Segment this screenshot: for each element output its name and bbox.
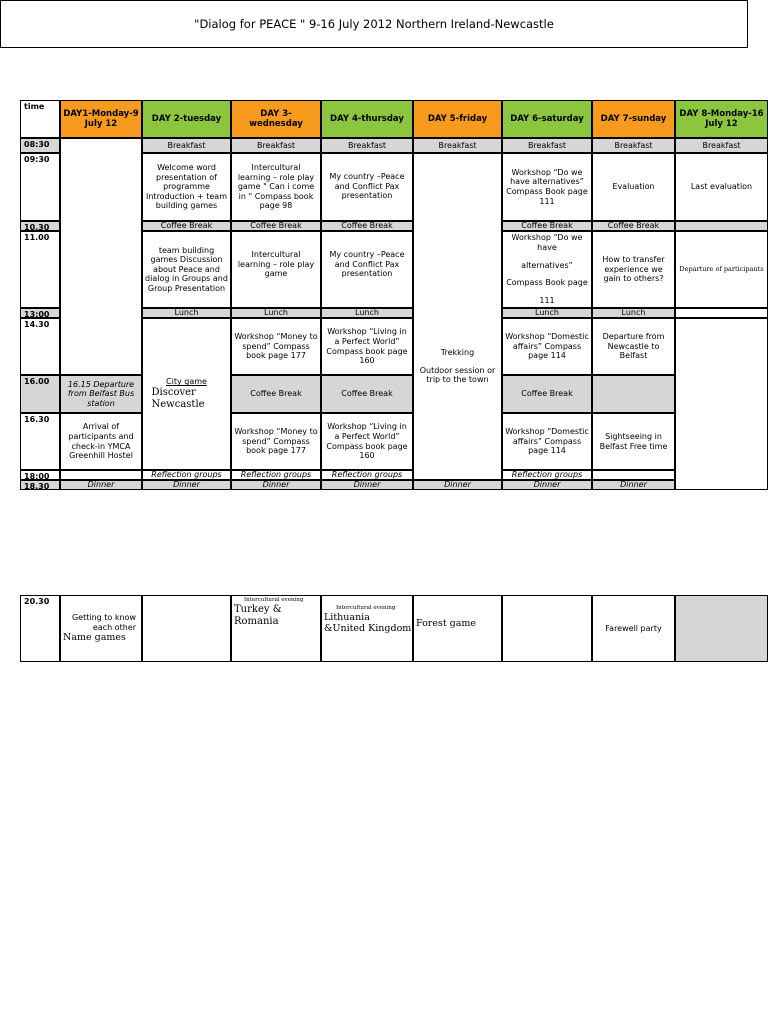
day4-afternoon1: Workshop “Living in a Perfect World” Compass book page 160 bbox=[321, 318, 413, 375]
day3-dinner: Dinner bbox=[231, 480, 321, 490]
day4-breakfast: Breakfast bbox=[321, 138, 413, 153]
header-day8: DAY 8-Monday-16 July 12 bbox=[675, 100, 768, 138]
day5-outdoor: Outdoor session or trip to the town bbox=[419, 365, 496, 385]
time-1630: 16.30 bbox=[20, 413, 60, 470]
day6-late-morning-2: alternatives” bbox=[521, 260, 573, 270]
day2-breakfast: Breakfast bbox=[142, 138, 231, 153]
day5-trekking: Trekking bbox=[440, 348, 475, 358]
day8-departure: Departure of participants bbox=[675, 231, 768, 308]
day4-afternoon2: Workshop “Living in a Perfect World” Compass book page 160 bbox=[321, 413, 413, 470]
day6-dinner: Dinner bbox=[502, 480, 592, 490]
day7-1600-empty bbox=[592, 375, 675, 413]
day6-afternoon2: Workshop “Domestic affairs” Compass page 114 bbox=[502, 413, 592, 470]
day7-lunch: Lunch bbox=[592, 308, 675, 318]
header-day4: DAY 4-thursday bbox=[321, 100, 413, 138]
day2-city-game bbox=[142, 318, 231, 470]
day3-afternoon1: Workshop “Money to spend” Compass book page 177 bbox=[231, 318, 321, 375]
day2-dinner: Dinner bbox=[142, 480, 231, 490]
day6-afternoon1: Workshop “Domestic affairs” Compass page 114 bbox=[502, 318, 592, 375]
time-2030: 20.30 bbox=[20, 595, 60, 662]
header-day1: DAY1-Monday-9 July 12 bbox=[60, 100, 142, 138]
day1-departure: 16.15 Departure from Belfast Bus station bbox=[60, 375, 142, 413]
day5-dinner: Dinner bbox=[413, 480, 502, 490]
day6-lunch: Lunch bbox=[502, 308, 592, 318]
day3-morning: Intercultural learning – role play game " Can i come in " Compass book page 98 bbox=[231, 153, 321, 221]
time-1600: 16.00 bbox=[20, 375, 60, 413]
day6-breakfast: Breakfast bbox=[502, 138, 592, 153]
day7-afternoon2: Sightseeing in Belfast Free time bbox=[592, 413, 675, 470]
day1-1800-empty bbox=[60, 470, 142, 480]
evening-day4-label: Intercultural evening bbox=[336, 605, 396, 611]
day6-late-morning-4: 111 bbox=[539, 296, 555, 306]
time-1430: 14.30 bbox=[20, 318, 60, 375]
day1-morning-empty bbox=[60, 138, 142, 375]
day4-coffee2: Coffee Break bbox=[321, 375, 413, 413]
day2-coffee: Coffee Break bbox=[142, 221, 231, 231]
day6-reflection: Reflection groups bbox=[502, 470, 592, 480]
evening-day5: Forest game bbox=[413, 595, 502, 662]
day7-breakfast: Breakfast bbox=[592, 138, 675, 153]
day2-city-game-label: City game bbox=[166, 377, 207, 387]
day8-afternoon-empty bbox=[675, 318, 768, 490]
evening-day6-empty bbox=[502, 595, 592, 662]
day2-morning: Welcome word presentation of programme Introduction + team building games bbox=[142, 153, 231, 221]
day2-reflection: Reflection groups bbox=[142, 470, 231, 480]
evening-day2-empty bbox=[142, 595, 231, 662]
evening-day1-names: Name games bbox=[63, 632, 126, 644]
time-1300: 13:00 bbox=[20, 308, 60, 318]
evening-day8-empty bbox=[675, 595, 768, 662]
day3-coffee: Coffee Break bbox=[231, 221, 321, 231]
evening-day1 bbox=[60, 595, 142, 662]
evening-day7: Farewell party bbox=[592, 595, 675, 662]
day4-late-morning: My country –Peace and Conflict Pax presentation bbox=[321, 231, 413, 308]
evening-day4 bbox=[321, 595, 413, 662]
day6-late-morning-1: Workshop “Do we have bbox=[511, 233, 583, 252]
day4-lunch: Lunch bbox=[321, 308, 413, 318]
evening-day4-countries: Lithuania &United Kingdom bbox=[324, 611, 412, 634]
day8-1030-empty bbox=[675, 221, 768, 231]
day7-afternoon1: Departure from Newcastle to Belfast bbox=[592, 318, 675, 375]
time-1100: 11.00 bbox=[20, 231, 60, 308]
day5-trekking-block bbox=[413, 153, 502, 480]
day7-1800-empty bbox=[592, 470, 675, 480]
day7-coffee: Coffee Break bbox=[592, 221, 675, 231]
time-1800: 18:00 bbox=[20, 470, 60, 480]
evening-day3-countries: Turkey & Romania bbox=[234, 603, 282, 627]
header-day6: DAY 6-saturday bbox=[502, 100, 592, 138]
day1-dinner: Dinner bbox=[60, 480, 142, 490]
evening-day3-label: Intercultural evening bbox=[244, 597, 304, 603]
day2-discover: Discover Newcastle bbox=[151, 386, 205, 410]
day4-morning: My country –Peace and Conflict Pax presentation bbox=[321, 153, 413, 221]
day6-coffee2: Coffee Break bbox=[502, 375, 592, 413]
time-0830: 08:30 bbox=[20, 138, 60, 153]
day4-dinner: Dinner bbox=[321, 480, 413, 490]
time-1830: 18.30 bbox=[20, 480, 60, 490]
day1-arrival: Arrival of participants and check-in YMCA Greenhill Hostel bbox=[60, 413, 142, 470]
day6-late-morning bbox=[502, 231, 592, 308]
day4-coffee: Coffee Break bbox=[321, 221, 413, 231]
time-0930: 09:30 bbox=[20, 153, 60, 221]
day7-morning: Evaluation bbox=[592, 153, 675, 221]
day5-breakfast: Breakfast bbox=[413, 138, 502, 153]
header-day2: DAY 2-tuesday bbox=[142, 100, 231, 138]
day2-lunch: Lunch bbox=[142, 308, 231, 318]
evening-day1-getting: Getting to know each other bbox=[71, 613, 136, 632]
day7-late-morning: How to transfer experience we gain to others? bbox=[592, 231, 675, 308]
day3-afternoon2: Workshop “Money to spend” Compass book page 177 bbox=[231, 413, 321, 470]
schedule-title: "Dialog for PEACE " 9-16 July 2012 Northern Ireland-Newcastle bbox=[0, 0, 748, 48]
day6-coffee: Coffee Break bbox=[502, 221, 592, 231]
day3-late-morning: Intercultural learning – role play game bbox=[231, 231, 321, 308]
header-day3: DAY 3-wednesday bbox=[231, 100, 321, 138]
day3-coffee2: Coffee Break bbox=[231, 375, 321, 413]
header-day5: DAY 5-friday bbox=[413, 100, 502, 138]
time-1030: 10.30 bbox=[20, 221, 60, 231]
day3-reflection: Reflection groups bbox=[231, 470, 321, 480]
day8-breakfast: Breakfast bbox=[675, 138, 768, 153]
day4-reflection: Reflection groups bbox=[321, 470, 413, 480]
day3-lunch: Lunch bbox=[231, 308, 321, 318]
day8-1300-empty bbox=[675, 308, 768, 318]
day3-breakfast: Breakfast bbox=[231, 138, 321, 153]
day7-dinner: Dinner bbox=[592, 480, 675, 490]
day6-morning: Workshop “Do we have alternatives” Compass Book page 111 bbox=[502, 153, 592, 221]
header-day7: DAY 7-sunday bbox=[592, 100, 675, 138]
day6-late-morning-3: Compass Book page bbox=[506, 278, 588, 288]
header-time: time bbox=[20, 100, 60, 138]
day8-morning: Last evaluation bbox=[675, 153, 768, 221]
day2-late-morning: team building games Discussion about Peace and dialog in Groups and Group Presentation bbox=[142, 231, 231, 308]
evening-day3 bbox=[231, 595, 321, 662]
